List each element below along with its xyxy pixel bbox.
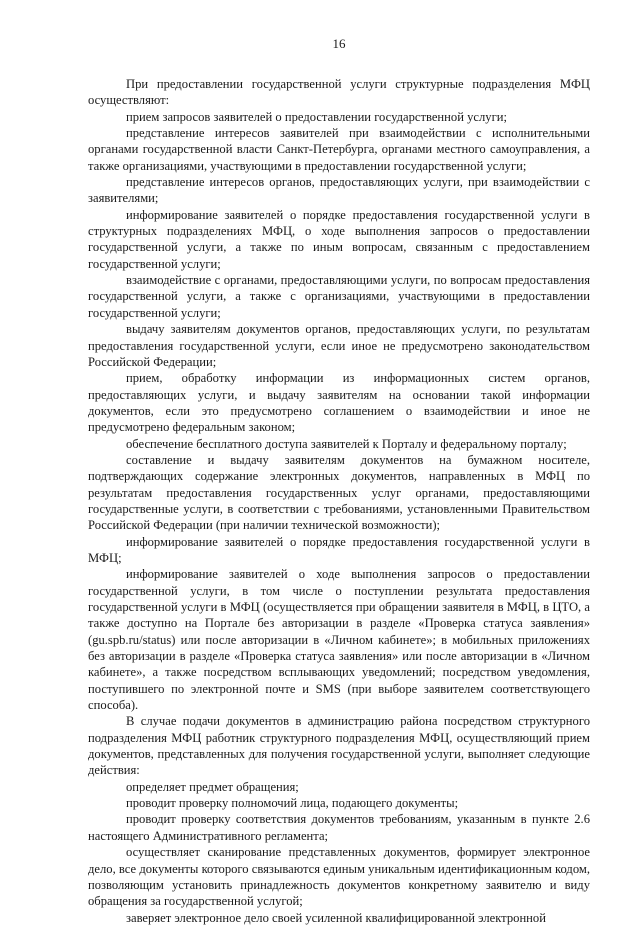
document-body <box>88 76 590 926</box>
paragraph: проводит проверку полномочий лица, подающего документы; <box>126 796 459 811</box>
paragraph: При предоставлении государственной услуги структурные подразделения МФЦ осуществляют: <box>88 77 590 108</box>
paragraph: определяет предмет обращения; <box>126 779 299 794</box>
paragraph: составление и выдачу заявителям документов на бумажном носителе, подтверждающих содержание электронных документов, направленных в МФЦ по результатам предоставления государственных услуг органами, предоставляющими государственные услуги, в соответствии с требованиями, установленными Правительством Российской Федерации (при наличии технической возможности); <box>88 452 590 533</box>
paragraph: представление интересов заявителей при взаимодействии с исполнительными органами государственной власти Санкт-Петербурга, органами местного самоуправления, а также организациями, участвующими в предоставлении государственной услуги; <box>88 126 590 173</box>
paragraph: прием, обработку информации из информационных систем органов, предоставляющих услуги, и выдачу заявителям на основании такой информации документов, если это предусмотрено соглашением о взаимодействии и иное не предусмотрено федеральным законом; <box>88 371 590 435</box>
paragraph: проводит проверку соответствия документов требованиям, указанным в пункте 2.6 настоящего Административного регламента; <box>88 812 590 843</box>
paragraph: обеспечение бесплатного доступа заявителей к Порталу и федеральному порталу; <box>126 436 567 451</box>
paragraph: информирование заявителей о ходе выполнения запросов о предоставлении государственной услуги, в том числе о поступлении результата предоставления государственной услуги в МФЦ (осуществляется при обращении заявителя в МФЦ, в ЦТО, а также доступно на Портале без авторизации в разделе «Проверка статуса заявления» (gu.spb.ru/status) или после авторизации в «Личном кабинете»; в мобильных приложениях без авторизации в разделе «Проверка статуса заявления» или после авторизации в «Личном кабинете», а также посредством всплывающих уведомлений; посредством уведомления, поступившего по электронной почте и SMS (при выборе заявителем соответствующего способа). <box>88 567 590 713</box>
paragraph: В случае подачи документов в администрацию района посредством структурного подразделения МФЦ работник структурного подразделения МФЦ, осуществляющий прием документов, представленных для получения государственной услуги, выполняет следующие действия: <box>88 714 590 778</box>
paragraph: информирование заявителей о порядке предоставления государственной услуги в структурных подразделениях МФЦ, о ходе выполнения запросов о предоставлении государственной услуги, а также по иным вопросам, связанным с предоставлением государственной услуги; <box>88 207 590 271</box>
paragraph: информирование заявителей о порядке предоставления государственной услуги в МФЦ; <box>88 534 590 565</box>
paragraph: заверяет электронное дело своей усиленной квалифицированной электронной <box>126 910 546 925</box>
paragraph: прием запросов заявителей о предоставлении государственной услуги; <box>126 109 507 124</box>
paragraph: выдачу заявителям документов органов, предоставляющих услуги, по результатам предоставления государственной услуги, если иное не предусмотрено законодательством Российской Федерации; <box>88 322 590 369</box>
paragraph: представление интересов органов, предоставляющих услуги, при взаимодействии с заявителями; <box>88 175 590 206</box>
paragraph: осуществляет сканирование представленных документов, формирует электронное дело, все документы которого связываются единым уникальным идентификационным кодом, позволяющим установить принадлежность документов конкретному заявителю и виду обращения за государственной услугой; <box>88 845 590 909</box>
page-number: 16 <box>332 36 346 51</box>
paragraph: взаимодействие с органами, предоставляющими услуги, по вопросам предоставления государственной услуги, а также с организациями, участвующими в предоставлении государственной услуги; <box>88 273 590 320</box>
